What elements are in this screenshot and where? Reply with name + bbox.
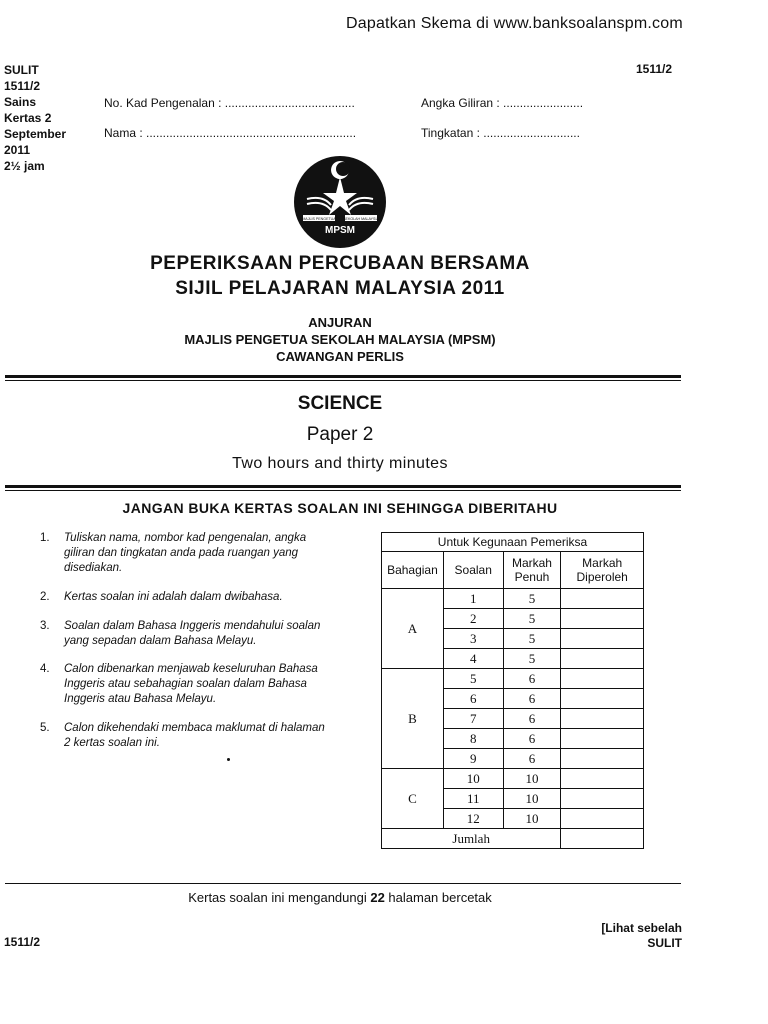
full-mark: 5 xyxy=(503,609,561,629)
page-count-note: Kertas soalan ini mengandungi 22 halaman bercetak xyxy=(188,890,492,905)
organizer-branch: CAWANGAN PERLIS xyxy=(276,349,404,364)
examiner-marks-table xyxy=(381,532,644,849)
full-mark: 10 xyxy=(503,769,561,789)
instruction-item xyxy=(40,619,340,651)
instruction-number: 5. xyxy=(40,722,50,734)
divider-top-thick xyxy=(5,375,681,378)
question-number: 3 xyxy=(443,629,503,649)
obtained-mark-cell[interactable] xyxy=(561,669,644,689)
full-mark: 6 xyxy=(503,669,561,689)
instruction-text: Tuliskan nama, nombor kad pengenalan, angka giliran dan tingkatan anda pada ruangan yang disediakan. xyxy=(64,532,307,574)
instruction-item xyxy=(40,531,340,579)
question-number: 2 xyxy=(443,609,503,629)
col-header-full-marks: Markah Penuh xyxy=(503,552,561,589)
full-mark: 5 xyxy=(503,629,561,649)
full-mark: 6 xyxy=(503,729,561,749)
obtained-mark-cell[interactable] xyxy=(561,749,644,769)
instruction-item xyxy=(40,590,340,608)
full-mark: 6 xyxy=(503,709,561,729)
mpsm-logo xyxy=(293,155,387,249)
code-number: 1511/2 xyxy=(4,79,41,93)
obtained-mark-cell[interactable] xyxy=(561,589,644,609)
divider-bottom xyxy=(5,883,681,884)
instruction-item xyxy=(40,721,340,753)
obtained-mark-cell[interactable] xyxy=(561,609,644,629)
organizer-label: ANJURAN xyxy=(308,315,372,330)
name-field[interactable]: Nama : ............................................................... xyxy=(104,126,357,140)
instruction-number: 4. xyxy=(40,663,50,675)
code-subject: Sains xyxy=(4,95,37,109)
section-c: C xyxy=(382,769,444,829)
section-a: A xyxy=(382,589,444,669)
instruction-number: 1. xyxy=(40,532,50,544)
obtained-mark-cell[interactable] xyxy=(561,729,644,749)
footer-code: 1511/2 xyxy=(4,935,41,949)
instruction-text: Calon dibenarkan menjawab keseluruhan Bahasa Inggeris atau sebahagian soalan dalam Bahasa Inggeris atau Bahasa Melayu. xyxy=(64,663,318,705)
turn-number-field[interactable]: Angka Giliran : ........................ xyxy=(421,96,584,110)
question-number: 12 xyxy=(443,809,503,829)
table-row xyxy=(382,589,644,609)
section-b: B xyxy=(382,669,444,769)
divider-top-thin xyxy=(5,380,681,381)
full-mark: 6 xyxy=(503,749,561,769)
obtained-mark-cell[interactable] xyxy=(561,649,644,669)
instruction-item xyxy=(40,662,340,708)
divider-mid-thin xyxy=(5,490,681,491)
total-obtained-cell[interactable] xyxy=(561,829,644,849)
obtained-mark-cell[interactable] xyxy=(561,769,644,789)
obtained-mark-cell[interactable] xyxy=(561,789,644,809)
question-number: 1 xyxy=(443,589,503,609)
exam-duration: Two hours and thirty minutes xyxy=(232,455,448,472)
question-number: 7 xyxy=(443,709,503,729)
question-number: 8 xyxy=(443,729,503,749)
col-header-question: Soalan xyxy=(443,552,503,589)
class-field[interactable]: Tingkatan : ............................. xyxy=(421,126,580,140)
full-mark: 5 xyxy=(503,589,561,609)
obtained-mark-cell[interactable] xyxy=(561,689,644,709)
paper-number: Paper 2 xyxy=(306,424,374,445)
watermark-text: Dapatkan Skema di www.banksoalanspm.com xyxy=(346,15,683,32)
divider-mid-thick xyxy=(5,485,681,488)
code-year: 2011 xyxy=(4,143,31,157)
exam-title-line2: SIJIL PELAJARAN MALAYSIA 2011 xyxy=(175,278,505,299)
see-overleaf-text: [Lihat sebelah xyxy=(601,921,682,935)
full-mark: 5 xyxy=(503,649,561,669)
exam-title-line1: PEPERIKSAAN PERCUBAAN BERSAMA xyxy=(150,253,530,274)
svg-text:MAJLIS PENGETUA: MAJLIS PENGETUA xyxy=(302,217,336,221)
right-code: 1511/2 xyxy=(636,62,673,76)
full-mark: 10 xyxy=(503,789,561,809)
question-number: 10 xyxy=(443,769,503,789)
paper-codes xyxy=(4,62,66,174)
instruction-text: Soalan dalam Bahasa Inggeris mendahului soalan yang sepadan dalam Bahasa Melayu. xyxy=(64,620,321,647)
obtained-mark-cell[interactable] xyxy=(561,809,644,829)
obtained-mark-cell[interactable] xyxy=(561,709,644,729)
instruction-text: Calon dikehendaki membaca maklumat di halaman 2 kertas soalan ini. xyxy=(64,722,325,749)
warning-text: JANGAN BUKA KERTAS SOALAN INI SEHINGGA DIBERITAHU xyxy=(122,500,558,516)
page-count: 22 xyxy=(370,890,385,905)
ic-number-field[interactable]: No. Kad Pengenalan : ....................................... xyxy=(104,96,355,110)
question-number: 6 xyxy=(443,689,503,709)
code-paper: Kertas 2 xyxy=(4,111,52,125)
code-sulit: SULIT xyxy=(4,63,39,77)
instruction-text: Kertas soalan ini adalah dalam dwibahasa. xyxy=(64,591,283,603)
svg-text:SEKOLAH MALAYSIA: SEKOLAH MALAYSIA xyxy=(343,217,379,221)
organizer-name: MAJLIS PENGETUA SEKOLAH MALAYSIA (MPSM) xyxy=(184,332,496,347)
question-number: 9 xyxy=(443,749,503,769)
instruction-number: 2. xyxy=(40,591,50,603)
table-row xyxy=(382,669,644,689)
full-mark: 10 xyxy=(503,809,561,829)
instruction-number: 3. xyxy=(40,620,50,632)
total-row xyxy=(382,829,644,849)
total-label: Jumlah xyxy=(382,829,561,849)
footer-right-text xyxy=(560,921,682,951)
code-duration: 2½ jam xyxy=(4,159,45,173)
col-header-section: Bahagian xyxy=(382,552,444,589)
subject-name: SCIENCE xyxy=(297,393,383,414)
full-mark: 6 xyxy=(503,689,561,709)
question-number: 4 xyxy=(443,649,503,669)
stray-dot xyxy=(227,758,230,761)
code-month: September xyxy=(4,127,67,141)
footer-sulit: SULIT xyxy=(647,936,682,950)
logo-text: MPSM xyxy=(325,225,355,236)
col-header-obtained-marks: Markah Diperoleh xyxy=(561,552,644,589)
obtained-mark-cell[interactable] xyxy=(561,629,644,649)
table-row xyxy=(382,769,644,789)
table-title: Untuk Kegunaan Pemeriksa xyxy=(382,533,644,552)
question-number: 5 xyxy=(443,669,503,689)
question-number: 11 xyxy=(443,789,503,809)
